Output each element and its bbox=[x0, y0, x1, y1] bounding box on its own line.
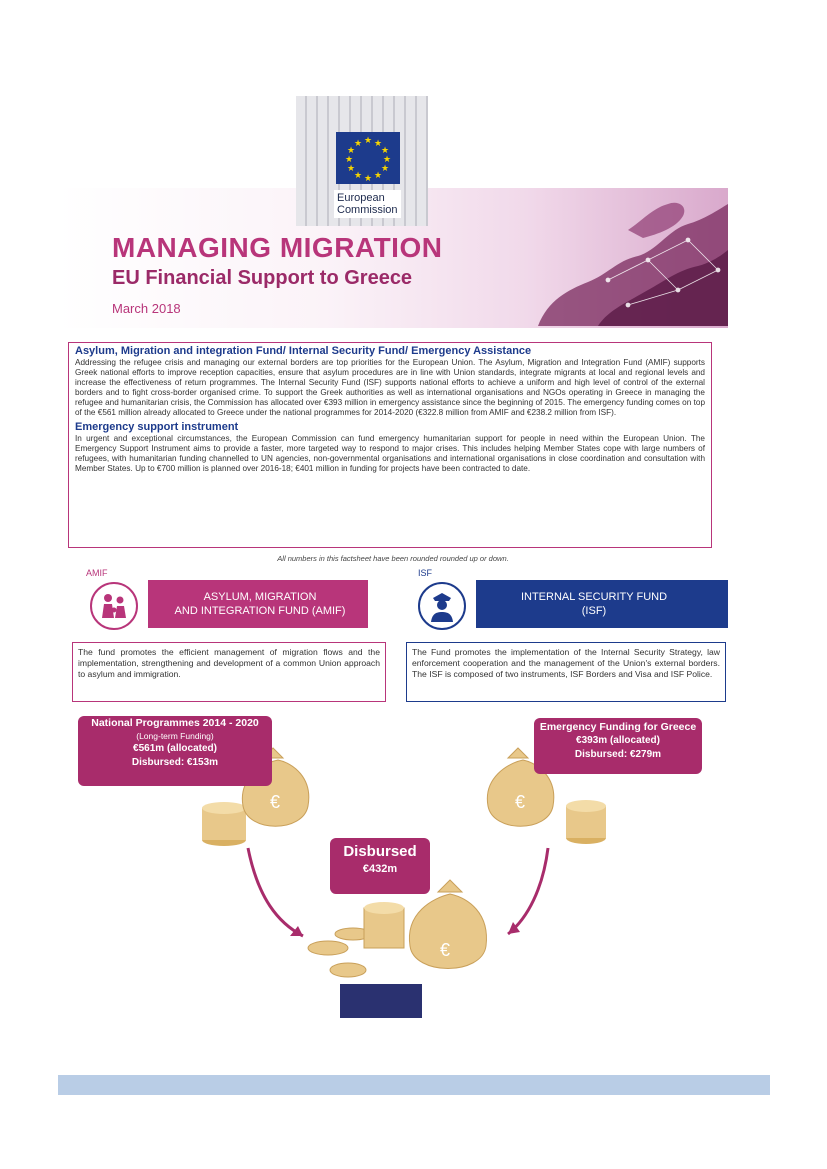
info-heading-funds: Asylum, Migration and integration Fund/ Internal Security Fund/ Emergency Assistance bbox=[75, 345, 532, 357]
logo-text bbox=[334, 190, 401, 218]
page-title: MANAGING MIGRATION bbox=[112, 232, 443, 263]
national-allocated: €561m (allocated) bbox=[133, 743, 217, 754]
isf-header bbox=[404, 580, 728, 628]
coin-pile-icon bbox=[308, 902, 404, 977]
bag-euro-symbol-right: € bbox=[515, 792, 526, 812]
bag-euro-symbol-left: € bbox=[270, 792, 281, 812]
publication-date: March 2018 bbox=[112, 301, 181, 316]
emergency-allocated: €393m (allocated) bbox=[576, 735, 660, 746]
amif-header bbox=[76, 580, 368, 628]
rounding-note: All numbers in this factsheet have been rounded rounded up or down. bbox=[277, 554, 509, 563]
bag-euro-symbol-center: € bbox=[440, 940, 451, 960]
isf-description: The Fund promotes the implementation of the Internal Security Strategy, law enforcement cooperation and the management of the Union's external borders. The ISF is composed of two instruments, ISF Borders and Visa and ISF Police. bbox=[406, 642, 726, 702]
factsheet-page bbox=[58, 68, 728, 1018]
national-title: National Programmes 2014 - 2020 bbox=[91, 717, 259, 729]
police-officer-icon bbox=[418, 582, 466, 630]
isf-title-line-1: INTERNAL SECURITY FUND bbox=[520, 591, 668, 603]
emergency-disbursed: Disbursed: €279m bbox=[574, 749, 662, 760]
arrow-right bbox=[508, 848, 548, 934]
intro-info-box bbox=[68, 342, 712, 548]
eu-flag-icon: ★ ★ ★ ★ ★ ★ ★ ★ ★ ★ ★ ★ bbox=[336, 132, 400, 184]
commission-logo bbox=[296, 96, 428, 226]
page-footer-bar bbox=[58, 1075, 770, 1095]
total-title: Disbursed bbox=[343, 843, 417, 860]
arrow-left bbox=[248, 848, 303, 936]
amif-description: The fund promotes the efficient management of migration flows and the implementation, strengthening and development of a common Union approach to asylum and immigration. bbox=[72, 642, 386, 702]
amif-title-line-2: AND INTEGRATION FUND (AMIF) bbox=[174, 605, 346, 617]
isf-title-line-2: (ISF) bbox=[581, 605, 607, 617]
family-icon bbox=[90, 582, 138, 630]
total-value: €432m bbox=[362, 863, 398, 875]
emergency-title: Emergency Funding for Greece bbox=[539, 721, 697, 733]
page-subtitle: EU Financial Support to Greece bbox=[112, 267, 413, 289]
logo-line-1: European bbox=[337, 192, 385, 204]
coin-stack-icon bbox=[202, 802, 246, 846]
coin-stack-icon bbox=[566, 800, 606, 844]
amif-title bbox=[160, 590, 360, 618]
isf-label: ISF bbox=[418, 568, 433, 578]
national-disbursed: Disbursed: €153m bbox=[131, 757, 219, 768]
total-disbursed-card bbox=[330, 838, 430, 894]
europe-map-icon bbox=[478, 190, 728, 326]
footer-block bbox=[340, 984, 422, 1018]
logo-line-2: Commission bbox=[337, 204, 398, 216]
info-heading-emergency: Emergency support instrument bbox=[75, 421, 239, 433]
amif-title-line-1: ASYLUM, MIGRATION bbox=[203, 591, 317, 603]
info-paragraph-emergency: In urgent and exceptional circumstances, the European Commission can fund emergency humanitarian support for people in need within the European Union. The Emergency Support Instrument aims to provide a faster, more targeted way to respond to major crises. This includes helping Member States cope with large numbers of refugees, with humanitarian funding channelled to UN agencies, non-governmental organisations and international organisations in close coordination and consultation with Member States. Up to €700 million is planned over 2016-18; €401 million in funding for projects have been contracted to date. bbox=[75, 434, 705, 473]
national-programmes-card bbox=[78, 716, 272, 786]
isf-title bbox=[494, 590, 694, 618]
info-paragraph-funds: Addressing the refugee crisis and managing our external borders are top priorities for the European Union. The Asylum, Migration and Integration Fund (AMIF) supports Greek national efforts to improve reception capacities, ensure that asylum procedures are in line with Union standards, integrate migrants at local and regional levels and increase the effectiveness of return programmes. The Internal Security Fund (ISF) supports national efforts to achieve a uniform and high level of control of the external borders and to fight cross-border organised crime. To support the Greek authorities as well as international organisations and NGOs operating in Greece in managing the refugee and humanitarian crisis, the Commission has allocated over €393 million in emergency assistance since the beginning of 2015. The emergency funding comes on top of the €561 million already allocated to Greece under the national programmes for 2014-2020 (€322.8 million from AMIF and €238.2 million from ISF). bbox=[75, 358, 705, 417]
national-subtitle: (Long-term Funding) bbox=[136, 731, 214, 741]
amif-label: AMIF bbox=[86, 568, 108, 578]
header-banner bbox=[58, 68, 728, 328]
emergency-funding-card bbox=[534, 718, 702, 774]
